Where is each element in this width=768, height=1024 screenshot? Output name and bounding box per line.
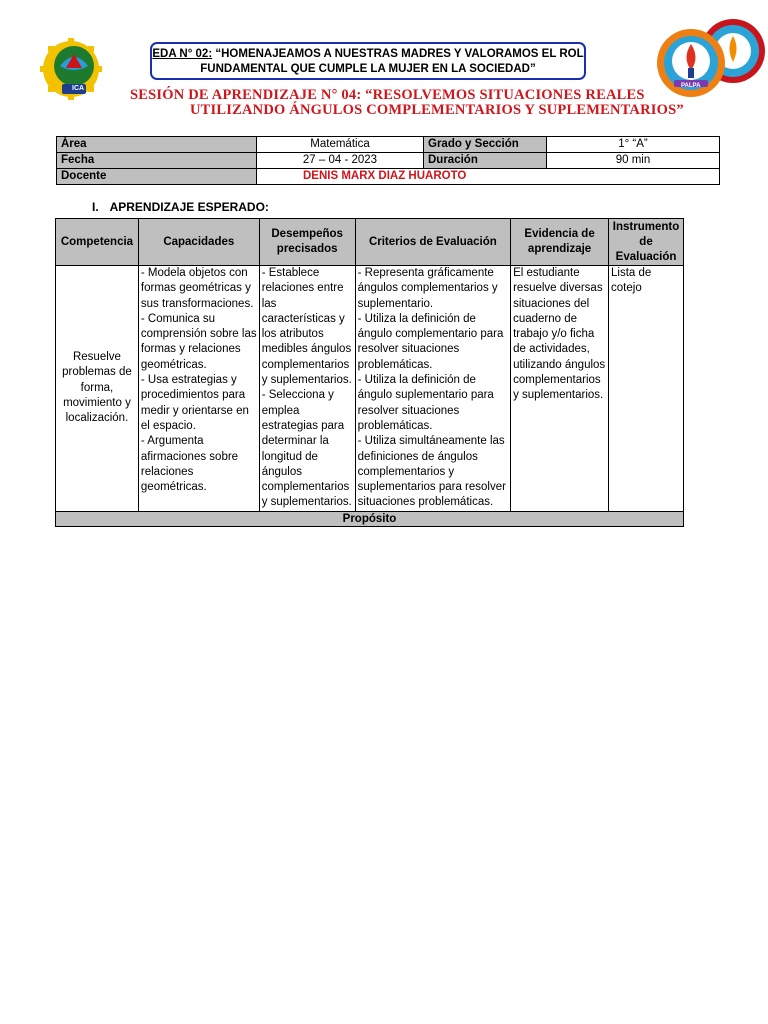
criterio-item: - Utiliza la definición de ángulo suplementario para resolver situaciones problemáticas. — [357, 374, 494, 432]
header-desempenos: Desempeños precisados — [259, 219, 355, 266]
logo-left-text: ICA — [72, 85, 85, 92]
date-value: 27 – 04 - 2023 — [257, 153, 424, 169]
session-title-line-2: UTILIZANDO ÁNGULOS COMPLEMENTARIOS Y SUPLEMENTARIOS” — [190, 102, 684, 118]
teacher-value: DENIS MARX DIAZ HUAROTO — [257, 169, 720, 185]
header-evidencia: Evidencia de aprendizaje — [511, 219, 609, 266]
duration-value: 90 min — [547, 153, 720, 169]
area-label: Área — [57, 137, 257, 153]
desempenos-cell — [259, 266, 355, 512]
instrumento-cell: Lista de cotejo — [609, 266, 684, 512]
capacidad-item: - Comunica su comprensión sobre las formas y relaciones geométricas. — [140, 312, 257, 371]
criterio-item: - Utiliza simultáneamente las definiciones de ángulos complementarios y suplementarios para resolver situaciones problemáticas. — [357, 435, 506, 509]
logo-right-text: PALPA — [681, 83, 701, 89]
date-label: Fecha — [57, 153, 257, 169]
eda-text-1: “HOMENAJEAMOS A NUESTRAS MADRES Y VALORAMOS EL ROL — [215, 48, 584, 60]
info-table — [56, 136, 720, 185]
header-criterios: Criterios de Evaluación — [355, 219, 510, 266]
competencia-cell: Resuelve problemas de forma, movimiento y localización. — [56, 266, 139, 512]
section-heading — [92, 200, 269, 214]
capacidad-item: - Modela objetos con formas geométricas y sus transformaciones. — [140, 267, 254, 310]
info-row-area — [57, 137, 720, 153]
capacidades-cell — [138, 266, 259, 512]
info-row-date — [57, 153, 720, 169]
area-value: Matemática — [257, 137, 424, 153]
grade-value: 1° “A” — [547, 137, 720, 153]
criterios-cell — [355, 266, 510, 512]
grade-label: Grado y Sección — [424, 137, 547, 153]
proposito-row — [56, 511, 684, 526]
learning-table-header — [56, 219, 684, 266]
eda-text-2: FUNDAMENTAL QUE CUMPLE LA MUJER EN LA SOCIEDAD” — [200, 63, 536, 75]
session-title — [130, 88, 690, 118]
duration-label: Duración — [424, 153, 547, 169]
header-instrumento: Instrumento de Evaluación — [609, 219, 684, 266]
criterio-item: - Utiliza la definición de ángulo complementario para resolver situaciones problemáticas. — [357, 312, 504, 371]
section-title: APRENDIZAJE ESPERADO: — [109, 200, 269, 214]
header-competencia: Competencia — [56, 219, 139, 266]
info-row-teacher — [57, 169, 720, 185]
capacidad-item: - Argumenta afirmaciones sobre relaciones geométricas. — [140, 435, 239, 494]
desempeno-item: - Establece relaciones entre las características y los atributos medibles ángulos complementarios y suplementarios. — [261, 267, 352, 387]
eda-line-1 — [152, 47, 584, 62]
criterio-item: - Representa gráficamente ángulos complementarios y suplementario. — [357, 267, 498, 310]
teacher-label: Docente — [57, 169, 257, 185]
session-title-line-1: SESIÓN DE APRENDIZAJE N° 04: “RESOLVEMOS SITUACIONES REALES — [130, 87, 645, 103]
learning-table-row — [56, 266, 684, 512]
capacidad-item: - Usa estrategias y procedimientos para medir y orientarse en el espacio. — [140, 374, 249, 432]
section-number: I. — [92, 200, 99, 214]
proposito-label: Propósito — [56, 511, 684, 526]
eda-label: EDA N° 02: — [152, 48, 213, 60]
evidencia-cell: El estudiante resuelve diversas situaciones del cuaderno de trabajo y/o ficha de actividades, utilizando ángulos complementarios y suplementarios. — [511, 266, 609, 512]
desempeno-item: - Selecciona y emplea estrategias para determinar la longitud de ángulos complementarios y suplementarios. — [261, 389, 352, 509]
learning-table — [55, 218, 684, 527]
eda-title-box — [150, 42, 586, 80]
school-logo-left — [40, 38, 102, 100]
header-capacidades: Capacidades — [138, 219, 259, 266]
